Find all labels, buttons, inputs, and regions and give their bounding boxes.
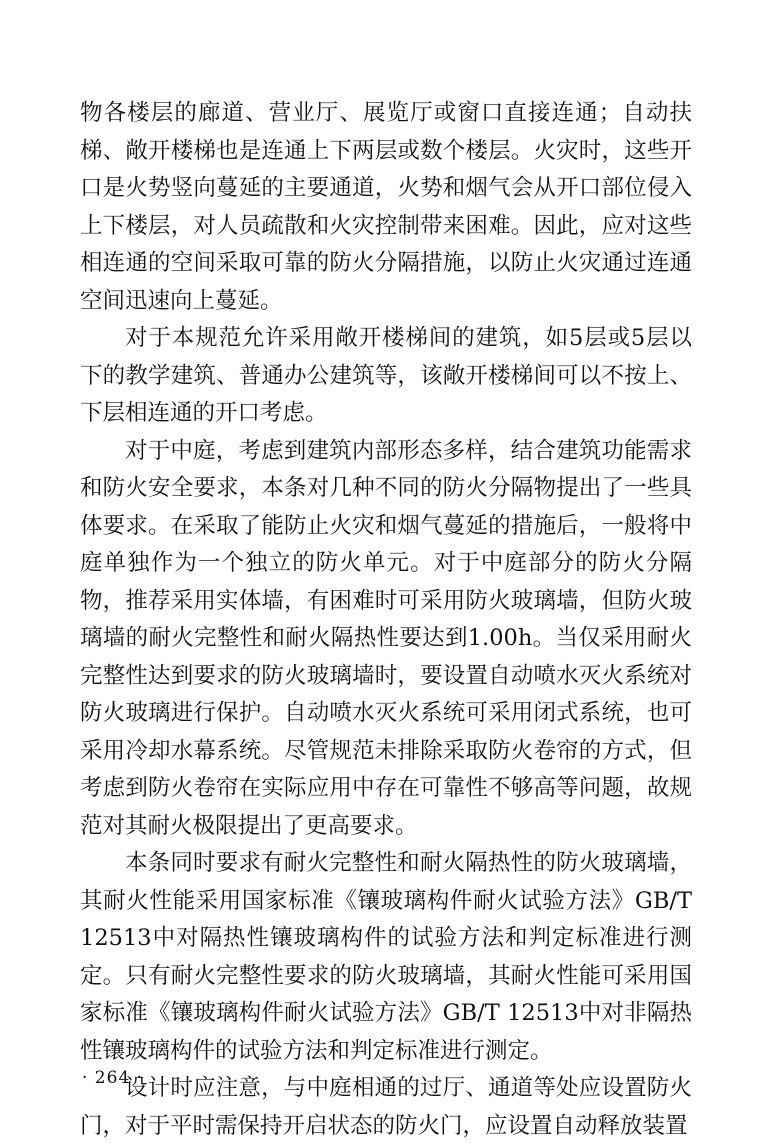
paragraph-3: 对于中庭，考虑到建筑内部形态多样，结合建筑功能需求和防火安全要求，本条对几种不同的防火分隔物提出了一些具体要求。在采取了能防止火灾和烟气蔓延的措施后，一般将中庭单独作为一个独立的防火单元。对于中庭部分的防火分隔物，推荐采用实体墙，有困难时可采用防火玻璃墙，但防火玻璃墙的耐火完整性和耐火隔热性要达到1.00h。当仅采用耐火完整性达到要求的防火玻璃墙时，要设置自动喷水灭火系统对防火玻璃进行保护。自动喷水灭火系统可采用闭式系统，也可采用冷却水幕系统。尽管规范未排除采取防火卷帘的方式，但考虑到防火卷帘在实际应用中存在可靠性不够高等问题，故规范对其耐火极限提出了更高要求。 xyxy=(80,437,692,839)
paragraph-2: 对于本规范允许采用敞开楼梯间的建筑，如5层或5层以下的教学建筑、普通办公建筑等，该敞开楼梯间可以不按上、下层相连通的开口考虑。 xyxy=(80,325,692,426)
document-body xyxy=(80,95,692,1145)
page-number: · 264 · xyxy=(82,1068,144,1088)
paragraph-4: 本条同时要求有耐火完整性和耐火隔热性的防火玻璃墙，其耐火性能采用国家标准《镶玻璃构件耐火试验方法》GB/T 12513中对隔热性镶玻璃构件的试验方法和判定标准进行测定。只有耐火完整性要求的防火玻璃墙，其耐火性能可采用国家标准《镶玻璃构件耐火试验方法》GB/T 12513中对非隔热性镶玻璃构件的试验方法和判定标准进行测定。 xyxy=(80,850,692,1064)
paragraph-1: 物各楼层的廊道、营业厅、展览厅或窗口直接连通；自动扶梯、敞开楼梯也是连通上下两层或数个楼层。火灾时，这些开口是火势竖向蔓延的主要通道，火势和烟气会从开口部位侵入上下楼层，对人员疏散和火灾控制带来困难。因此，应对这些相连通的空间采取可靠的防火分隔措施，以防止火灾通过连通空间迅速向上蔓延。 xyxy=(80,100,692,314)
paragraph-5: 设计时应注意，与中庭相通的过厅、通道等处应设置防火门，对于平时需保持开启状态的防火门，应设置自动释放装置 xyxy=(80,1075,692,1139)
